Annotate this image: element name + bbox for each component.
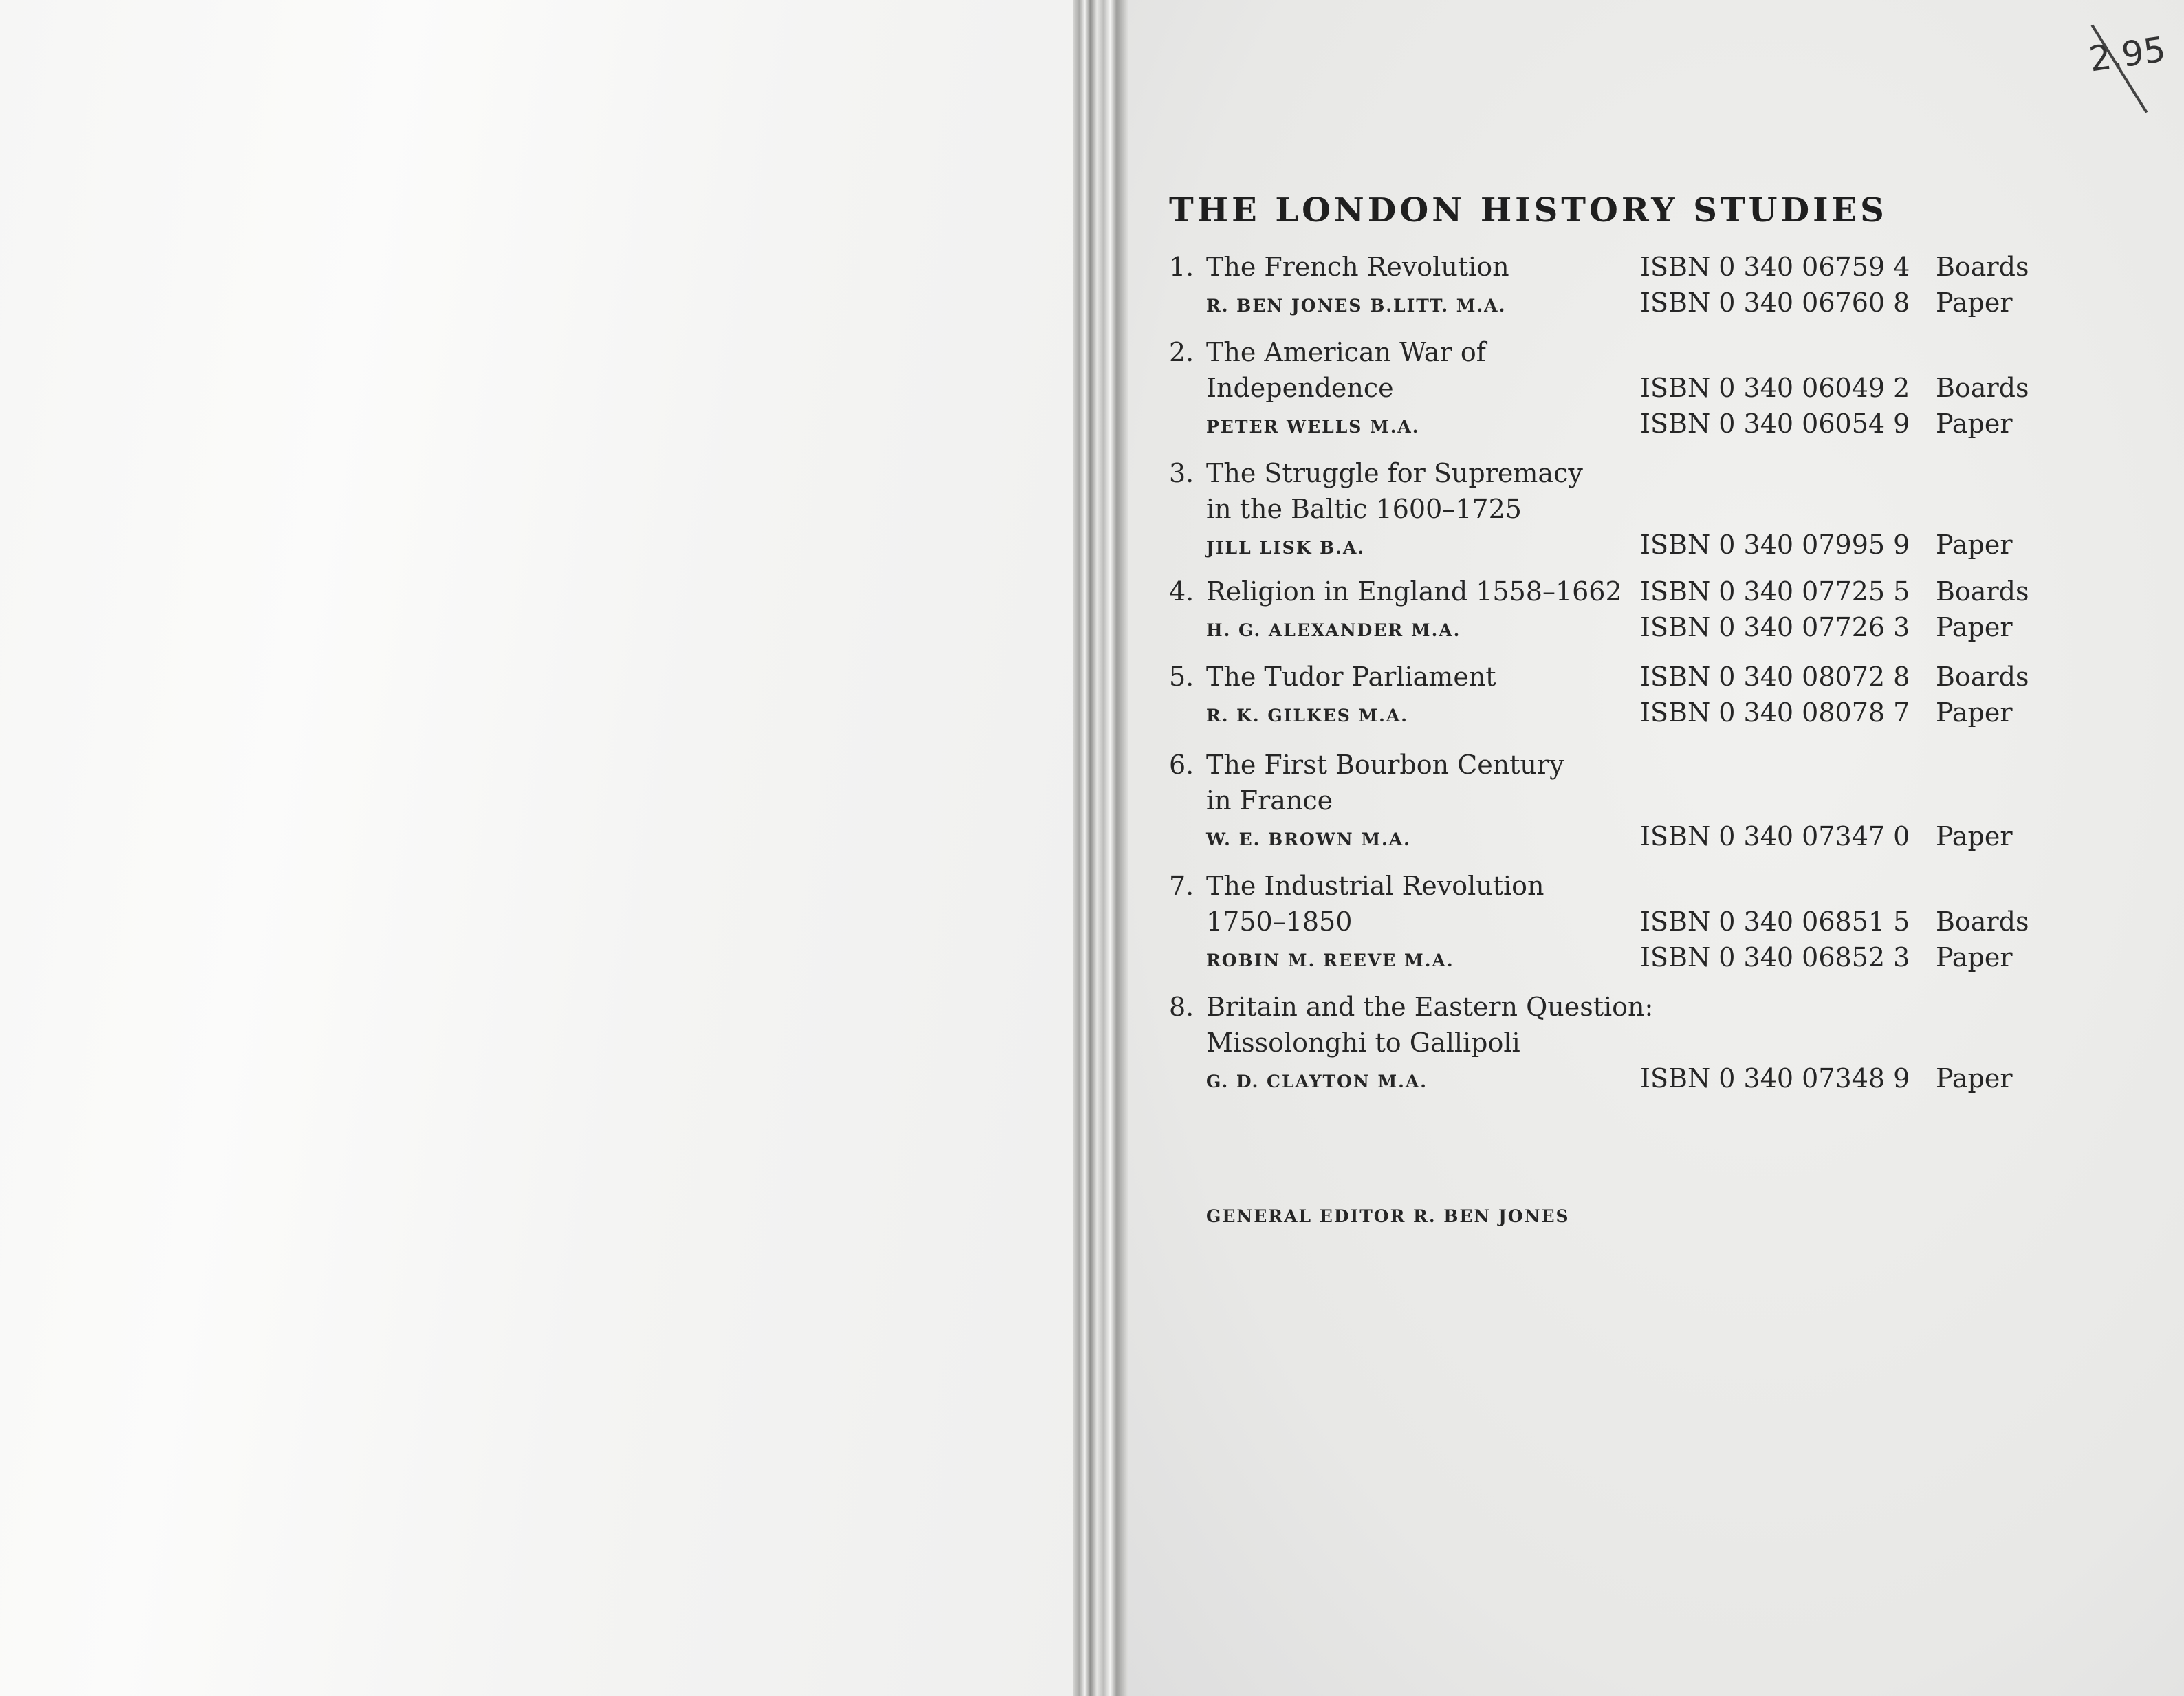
entry-author: G. D. CLAYTON M.A. — [1206, 1072, 1428, 1091]
entry-title: Britain and the Eastern Question: — [1206, 992, 1654, 1022]
series-entry — [1169, 750, 2104, 857]
entry-line — [1169, 697, 2104, 733]
entry-number: 2. — [1169, 337, 1194, 367]
entry-line — [1169, 906, 2104, 942]
entry-title: Religion in England 1558–1662 — [1206, 576, 1622, 607]
entry-title: Independence — [1206, 373, 1394, 403]
handwritten-price-mark — [2077, 21, 2166, 96]
entry-author: R. K. GILKES M.A. — [1206, 706, 1408, 726]
entry-binding: Paper — [1936, 409, 2013, 439]
series-entry — [1169, 576, 2104, 648]
series-entry — [1169, 458, 2104, 565]
entry-binding: Boards — [1936, 576, 2029, 607]
entry-title: The Tudor Parliament — [1206, 662, 1496, 692]
book-spine-gutter — [1073, 0, 1128, 1696]
entry-line — [1169, 612, 2104, 648]
entry-author: H. G. ALEXANDER M.A. — [1206, 620, 1461, 640]
entry-number: 6. — [1169, 750, 1194, 780]
entry-binding: Paper — [1936, 612, 2013, 642]
entry-line — [1169, 942, 2104, 978]
entry-line — [1169, 373, 2104, 409]
left-blank-page — [0, 0, 1073, 1696]
entry-title: 1750–1850 — [1206, 906, 1353, 937]
price-mark-text: 2.95 — [2086, 29, 2168, 80]
entry-isbn: ISBN 0 340 08078 7 — [1640, 697, 1910, 728]
entry-title: in France — [1206, 785, 1333, 816]
entry-author: PETER WELLS M.A. — [1206, 417, 1420, 437]
entry-line — [1169, 576, 2104, 612]
entry-isbn: ISBN 0 340 07726 3 — [1640, 612, 1910, 642]
entry-isbn: ISBN 0 340 06760 8 — [1640, 287, 1910, 318]
entry-binding: Paper — [1936, 821, 2013, 851]
entry-isbn: ISBN 0 340 06852 3 — [1640, 942, 1910, 972]
entry-isbn: ISBN 0 340 06851 5 — [1640, 906, 1910, 937]
entry-isbn: ISBN 0 340 07725 5 — [1640, 576, 1910, 607]
entry-binding: Paper — [1936, 942, 2013, 972]
entry-binding: Boards — [1936, 906, 2029, 937]
series-title: THE LONDON HISTORY STUDIES — [1169, 191, 1888, 230]
entry-number: 7. — [1169, 871, 1194, 901]
entry-isbn: ISBN 0 340 07348 9 — [1640, 1063, 1910, 1094]
general-editor: GENERAL EDITOR R. BEN JONES — [1206, 1206, 1570, 1226]
entry-isbn: ISBN 0 340 06759 4 — [1640, 252, 1910, 282]
entry-line — [1169, 287, 2104, 323]
entry-line — [1169, 252, 2104, 287]
entry-isbn: ISBN 0 340 08072 8 — [1640, 662, 1910, 692]
entry-binding: Paper — [1936, 697, 2013, 728]
entry-title: The American War of — [1206, 337, 1486, 367]
entry-author: ROBIN M. REEVE M.A. — [1206, 950, 1454, 970]
series-entry — [1169, 871, 2104, 978]
entry-binding: Boards — [1936, 252, 2029, 282]
entry-line — [1169, 821, 2104, 857]
entry-line — [1169, 530, 2104, 565]
series-entry — [1169, 662, 2104, 733]
entry-line — [1169, 750, 2104, 785]
entry-line — [1169, 337, 2104, 373]
entry-line — [1169, 409, 2104, 444]
entry-binding: Boards — [1936, 662, 2029, 692]
entry-isbn: ISBN 0 340 06049 2 — [1640, 373, 1910, 403]
entry-title: Missolonghi to Gallipoli — [1206, 1028, 1520, 1058]
entry-isbn: ISBN 0 340 06054 9 — [1640, 409, 1910, 439]
entry-number: 4. — [1169, 576, 1194, 607]
entry-line — [1169, 871, 2104, 906]
entry-binding: Paper — [1936, 530, 2013, 560]
entry-title: The Struggle for Supremacy — [1206, 458, 1583, 488]
entry-isbn: ISBN 0 340 07995 9 — [1640, 530, 1910, 560]
entry-title: The Industrial Revolution — [1206, 871, 1544, 901]
series-entry — [1169, 992, 2104, 1099]
entry-number: 1. — [1169, 252, 1194, 282]
entry-title: The First Bourbon Century — [1206, 750, 1564, 780]
entry-binding: Paper — [1936, 287, 2013, 318]
entry-isbn: ISBN 0 340 07347 0 — [1640, 821, 1910, 851]
entry-line — [1169, 1063, 2104, 1099]
entry-line — [1169, 785, 2104, 821]
entry-binding: Paper — [1936, 1063, 2013, 1094]
entry-line — [1169, 992, 2104, 1028]
entry-line — [1169, 662, 2104, 697]
entry-title: in the Baltic 1600–1725 — [1206, 494, 1522, 524]
entry-author: W. E. BROWN M.A. — [1206, 829, 1411, 849]
entry-title: The French Revolution — [1206, 252, 1509, 282]
entry-binding: Boards — [1936, 373, 2029, 403]
entry-author: R. BEN JONES B.LITT. M.A. — [1206, 296, 1507, 316]
entry-author: JILL LISK B.A. — [1206, 538, 1366, 558]
series-entry — [1169, 337, 2104, 444]
entry-number: 5. — [1169, 662, 1194, 692]
entry-number: 3. — [1169, 458, 1194, 488]
entry-line — [1169, 494, 2104, 530]
entry-number: 8. — [1169, 992, 1194, 1022]
entry-line — [1169, 458, 2104, 494]
entry-line — [1169, 1028, 2104, 1063]
series-entry — [1169, 252, 2104, 323]
